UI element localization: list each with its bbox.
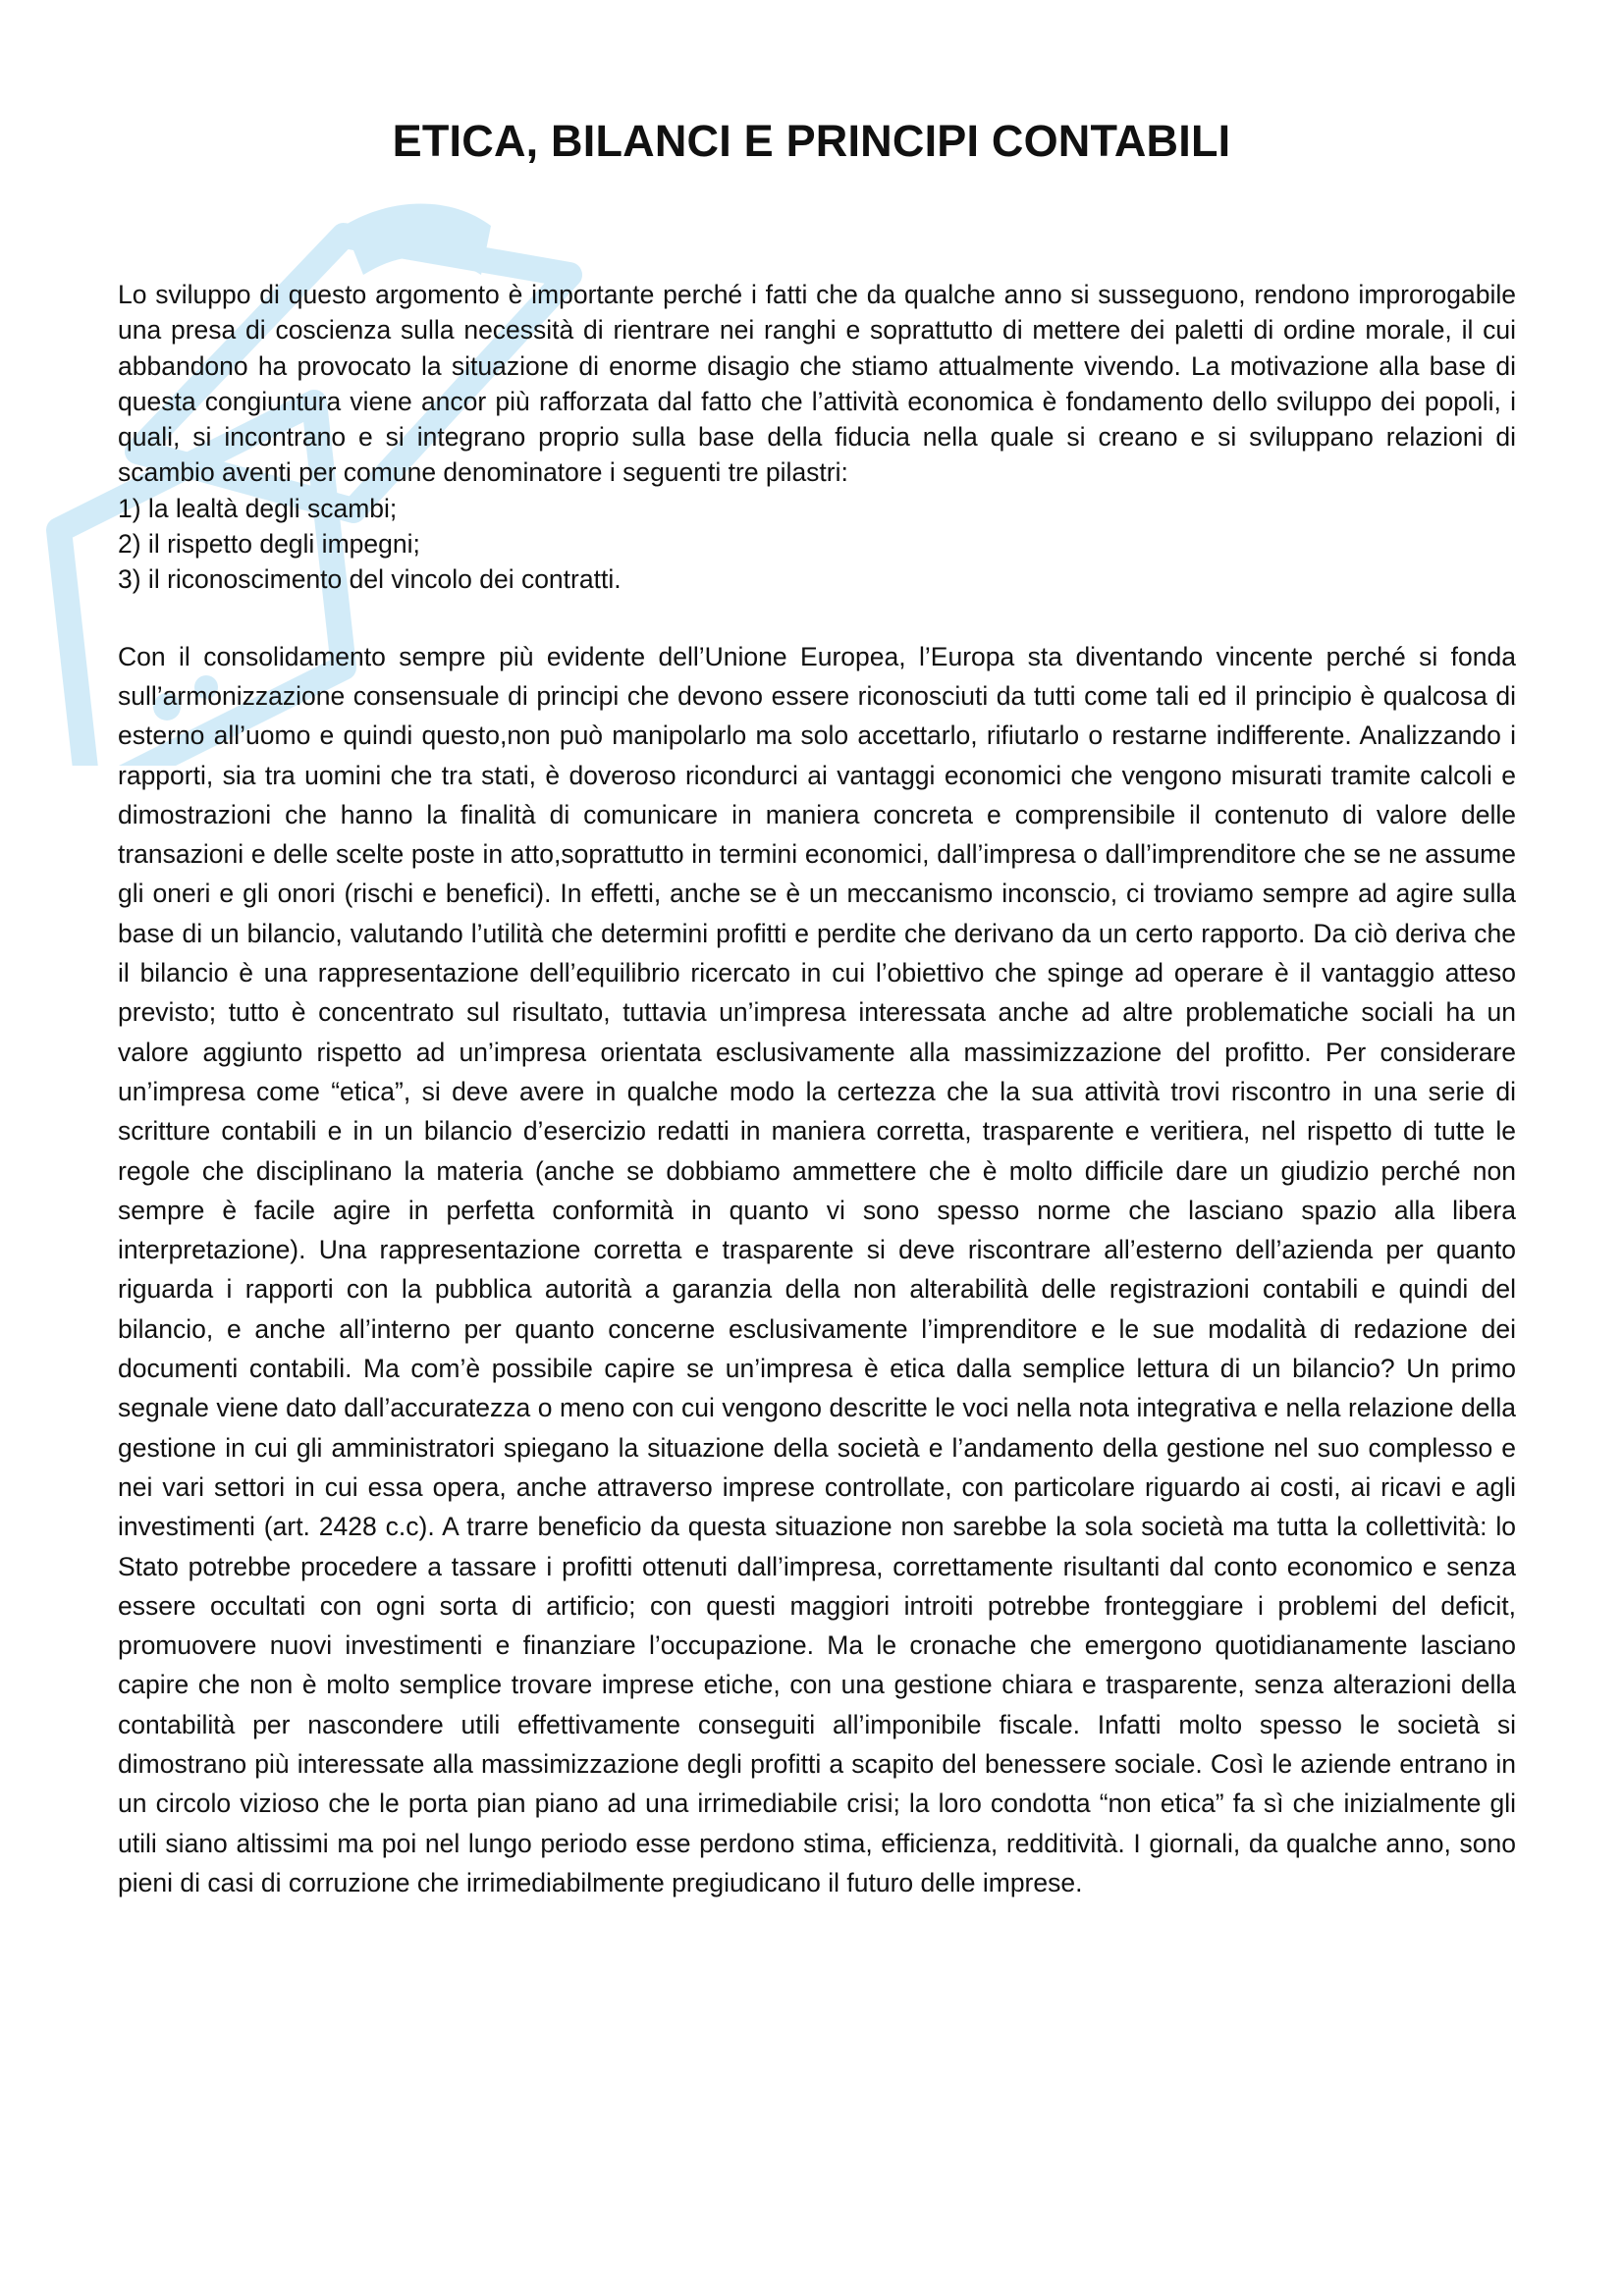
list-item: 3) il riconoscimento del vincolo dei contratti.	[118, 564, 622, 595]
document-body	[118, 277, 1516, 1902]
page-title: ETICA, BILANCI E PRINCIPI CONTABILI	[392, 116, 1231, 166]
list-item: 2) il rispetto degli impegni;	[118, 529, 420, 560]
intro-paragraph: Lo sviluppo di questo argomento è importante perché i fatti che da qualche anno si susseguono, rendono improrogabile una presa di coscienza sulla necessità di rientrare nei ranghi e soprattutto di mettere dei paletti di ordine morale, il cui abbandono ha provocato la situazione di enorme disagio che stiamo attualmente vivendo. La motivazione alla base di questa congiuntura viene ancor più rafforzata dal fatto che l’attività economica è fondamento dello sviluppo dei popoli, i quali, si incontrano e si integrano proprio sulla base della fiducia nella quale si creano e si sviluppano relazioni di scambio aventi per comune denominatore i seguenti tre pilastri:	[118, 280, 1516, 488]
body-paragraph: Con il consolidamento sempre più evidente dell’Unione Europea, l’Europa sta diventando vincente perché si fonda sull’armonizzazione consensuale di principi che devono essere riconosciuti da tutti come tali ed il principio è qualcosa di esterno all’uomo e quindi questo,non può manipolarlo ma solo accettarlo, rifiutarlo o restarne indifferente. Analizzando i rapporti, sia tra uomini che tra stati, è doveroso ricondurci ai vantaggi economici che vengono misurati tramite calcoli e dimostrazioni che hanno la finalità di comunicare in maniera concreta e comprensibile il contenuto di valore delle transazioni e delle scelte poste in atto,soprattutto in termini economici, dall’impresa o dall’imprenditore che se ne assume gli oneri e gli onori (rischi e benefici). In effetti, anche se è un meccanismo inconscio, ci troviamo sempre ad agire sulla base di un bilancio, valutando l’utilità che determini profitti e perdite che derivano da un certo rapporto. Da ciò deriva che il bilancio è una rappresentazione dell’equilibrio ricercato in cui l’obiettivo che spinge ad operare è il vantaggio atteso previsto; tutto è concentrato sul risultato, tuttavia un’impresa interessata anche ad altre problematiche sociali ha un valore aggiunto rispetto ad un’impresa orientata esclusivamente alla massimizzazione del profitto. Per considerare un’impresa come “etica”, si deve avere in qualche modo la certezza che la sua attività trovi riscontro in una serie di scritture contabili e in un bilancio d’esercizio redatti in maniera corretta, trasparente e veritiera, nel rispetto di tutte le regole che disciplinano la materia (anche se dobbiamo ammettere che è molto difficile dare un giudizio perché non sempre è facile agire in perfetta conformità in quanto vi sono spesso norme che lasciano spazio alla libera interpretazione). Una rappresentazione corretta e trasparente si deve riscontrare all’esterno dell’azienda per quanto riguarda i rapporti con la pubblica autorità a garanzia della non alterabilità delle registrazioni contabili e quindi del bilancio, e anche all’interno per quanto concerne esclusivamente l’imprenditore e le sue modalità di redazione dei documenti contabili. Ma com’è possibile capire se un’impresa è etica dalla semplice lettura di un bilancio? Un primo segnale viene dato dall’accuratezza o meno con cui vengono descritte le voci nella nota integrativa e nella relazione della gestione in cui gli amministratori spiegano la situazione della società e l’andamento della gestione nel suo complesso e nei vari settori in cui essa opera, anche attraverso imprese controllate, con particolare riguardo ai costi, ai ricavi e agli investimenti (art. 2428 c.c). A trarre beneficio da questa situazione non sarebbe la sola società ma tutta la collettività: lo Stato potrebbe procedere a tassare i profitti ottenuti dall’impresa, correttamente risultanti dal conto economico e senza essere occultati con ogni sorta di artificio; con questi maggiori introiti potrebbe fronteggiare i problemi del deficit, promuovere nuovi investimenti e finanziare l’occupazione. Ma le cronache che emergono quotidianamente lasciano capire che non è molto semplice trovare imprese etiche, con una gestione chiara e trasparente, senza alterazioni della contabilità per nascondere utili effettivamente conseguiti all’imponibile fiscale. Infatti molto spesso le società si dimostrano più interessate alla massimizzazione degli profitti a scapito del benessere sociale. Così le aziende entrano in un circolo vizioso che le porta pian piano ad una irrimediabile crisi; la loro condotta “non etica” fa sì che inizialmente gli utili siano altissimi ma poi nel lungo periodo esse perdono stima, efficienza, redditività. I giornali, da qualche anno, sono pieni di casi di corruzione che irrimediabilmente pregiudicano il futuro delle imprese.	[118, 641, 1516, 1897]
pillars-list	[118, 491, 1516, 598]
list-item: 1) la lealtà degli scambi;	[118, 493, 398, 523]
